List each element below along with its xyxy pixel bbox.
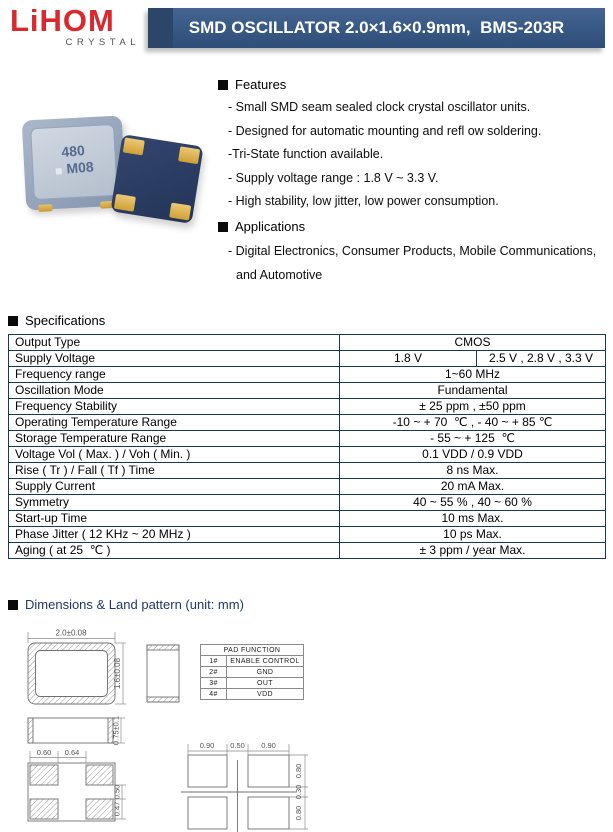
pad-pin: 1# xyxy=(201,656,227,667)
specifications-table xyxy=(8,334,606,559)
spec-label: Symmetry xyxy=(9,495,340,511)
spec-value: 20 mA Max. xyxy=(340,479,606,495)
pin1-mark xyxy=(55,168,62,175)
pad-function: GND xyxy=(227,667,304,678)
spec-value: ± 25 ppm , ±50 ppm xyxy=(340,399,606,415)
gold-pad xyxy=(169,203,191,221)
brand-logo xyxy=(10,3,142,48)
dim-pad-width: 0.60 xyxy=(36,748,52,757)
land-pattern-drawing xyxy=(181,755,296,832)
chip-marking xyxy=(32,139,117,180)
square-bullet-icon xyxy=(218,222,228,232)
dim-land-height-bottom: 0.80 xyxy=(294,805,303,821)
spec-label: Phase Jitter ( 12 KHz ~ 20 MHz ) xyxy=(9,527,340,543)
spec-label: Frequency range xyxy=(9,367,340,383)
spec-label: Frequency Stability xyxy=(9,399,340,415)
spec-label: Output Type xyxy=(9,335,340,351)
side-view-drawing xyxy=(147,645,179,702)
spec-label: Rise ( Tr ) / Fall ( Tf ) Time xyxy=(9,463,340,479)
pad-function: ENABLE CONTROL xyxy=(227,656,304,667)
spec-value: 10 ms Max. xyxy=(340,511,606,527)
gold-pad xyxy=(114,194,136,212)
spec-label: Supply Current xyxy=(9,479,340,495)
dim-land-vgap: 0.30 xyxy=(294,784,303,800)
table-row xyxy=(9,431,606,447)
gold-pad xyxy=(178,146,200,164)
application-item: - Digital Electronics, Consumer Products, Mobile Communications, xyxy=(228,244,597,258)
pad-function: VDD xyxy=(227,689,304,700)
pad-table-title: PAD FUNCTION xyxy=(201,645,304,656)
table-row xyxy=(201,645,304,656)
spec-value: 10 ps Max. xyxy=(340,527,606,543)
chip-marking-line2: M08 xyxy=(33,156,116,180)
dim-pad-height: 0.47 xyxy=(112,801,122,817)
table-row xyxy=(9,463,606,479)
spec-value: ± 3 ppm / year Max. xyxy=(340,543,606,559)
dim-land-gap: 0.50 xyxy=(230,741,245,750)
pad-pin: 4# xyxy=(201,689,227,700)
side-view-height-drawing xyxy=(28,718,113,743)
dimension-drawings xyxy=(0,616,613,832)
spec-label: Voltage Vol ( Max. ) / Voh ( Min. ) xyxy=(9,447,340,463)
chip-marking-line1: 480 xyxy=(60,142,86,161)
table-row xyxy=(9,383,606,399)
brand-subtitle: CRYSTAL xyxy=(65,37,140,48)
bottom-view-drawing xyxy=(28,763,115,821)
spec-value: CMOS xyxy=(340,335,606,351)
feature-item: - Designed for automatic mounting and refl ow soldering. xyxy=(228,123,542,138)
spec-value: 1.8 V xyxy=(340,351,477,367)
spec-value: - 55 ~ + 125 ℃ xyxy=(340,431,606,447)
product-photo-bottom-view xyxy=(110,134,203,224)
spec-value: 0.1 VDD / 0.9 VDD xyxy=(340,447,606,463)
applications-list xyxy=(228,239,596,287)
features-heading: Features xyxy=(218,77,286,92)
dim-package-length: 1.6±0.08 xyxy=(113,657,122,690)
applications-heading: Applications xyxy=(218,219,305,234)
table-row xyxy=(201,689,304,700)
table-row xyxy=(9,543,606,559)
table-row xyxy=(9,415,606,431)
spec-value: 2.5 V , 2.8 V , 3.3 V xyxy=(477,351,606,367)
table-row xyxy=(9,527,606,543)
gold-pad xyxy=(123,137,145,155)
specifications-heading: Specifications xyxy=(8,313,105,328)
spec-label: Start-up Time xyxy=(9,511,340,527)
pad-function: OUT xyxy=(227,678,304,689)
spec-label: Aging ( at 25 ℃ ) xyxy=(9,543,340,559)
table-row xyxy=(201,678,304,689)
spec-value: 40 ~ 55 % , 40 ~ 60 % xyxy=(340,495,606,511)
spec-value: 1~60 MHz xyxy=(340,367,606,383)
table-row xyxy=(9,511,606,527)
dim-pad-pitch: 0.64 xyxy=(64,748,80,757)
spec-label: Storage Temperature Range xyxy=(9,431,340,447)
spec-value: -10 ~ + 70 ℃ , - 40 ~ + 85 ℃ xyxy=(340,415,606,431)
table-row xyxy=(9,351,606,367)
application-item: and Automotive xyxy=(236,268,323,282)
feature-item: -Tri-State function available. xyxy=(228,147,384,161)
table-row xyxy=(201,656,304,667)
product-photo-top-view xyxy=(22,115,127,210)
chip-lid xyxy=(30,124,118,200)
brand-name: LiHOM xyxy=(10,3,115,38)
pad-pin: 2# xyxy=(201,667,227,678)
dimensions-heading: Dimensions & Land pattern (unit: mm) xyxy=(8,597,244,612)
top-view-drawing xyxy=(28,643,115,704)
feature-item: - Small SMD seam sealed clock crystal oscillator units. xyxy=(228,100,531,114)
spec-label: Operating Temperature Range xyxy=(9,415,340,431)
spec-value: 8 ns Max. xyxy=(340,463,606,479)
dim-land-width-right: 0.90 xyxy=(261,741,276,750)
features-list xyxy=(228,96,541,214)
table-row xyxy=(9,399,606,415)
square-bullet-icon xyxy=(8,316,18,326)
dim-land-height-top: 0.80 xyxy=(294,763,303,779)
table-row xyxy=(9,495,606,511)
table-row xyxy=(201,667,304,678)
spec-value: Fundamental xyxy=(340,383,606,399)
table-row xyxy=(9,367,606,383)
table-row xyxy=(9,479,606,495)
dim-pad-gap: 0.50 xyxy=(112,784,122,800)
spec-label: Oscillation Mode xyxy=(9,383,340,399)
dim-package-height: 0.75±0.1 xyxy=(111,715,121,746)
dim-land-width-left: 0.90 xyxy=(199,741,215,750)
dim-package-width: 2.0±0.08 xyxy=(55,628,87,638)
square-bullet-icon xyxy=(218,80,228,90)
square-bullet-icon xyxy=(8,600,18,610)
pad-pin: 3# xyxy=(201,678,227,689)
table-row xyxy=(9,335,606,351)
spec-label: Supply Voltage xyxy=(9,351,340,367)
pad-function-table xyxy=(200,644,304,700)
table-row xyxy=(9,447,606,463)
document-title: SMD OSCILLATOR 2.0×1.6×0.9mm, BMS-203R xyxy=(188,18,565,37)
gold-castellation xyxy=(38,204,52,212)
feature-item: - High stability, low jitter, low power consumption. xyxy=(228,194,499,208)
title-bar xyxy=(148,8,605,48)
feature-item: - Supply voltage range : 1.8 V ~ 3.3 V. xyxy=(228,170,439,185)
